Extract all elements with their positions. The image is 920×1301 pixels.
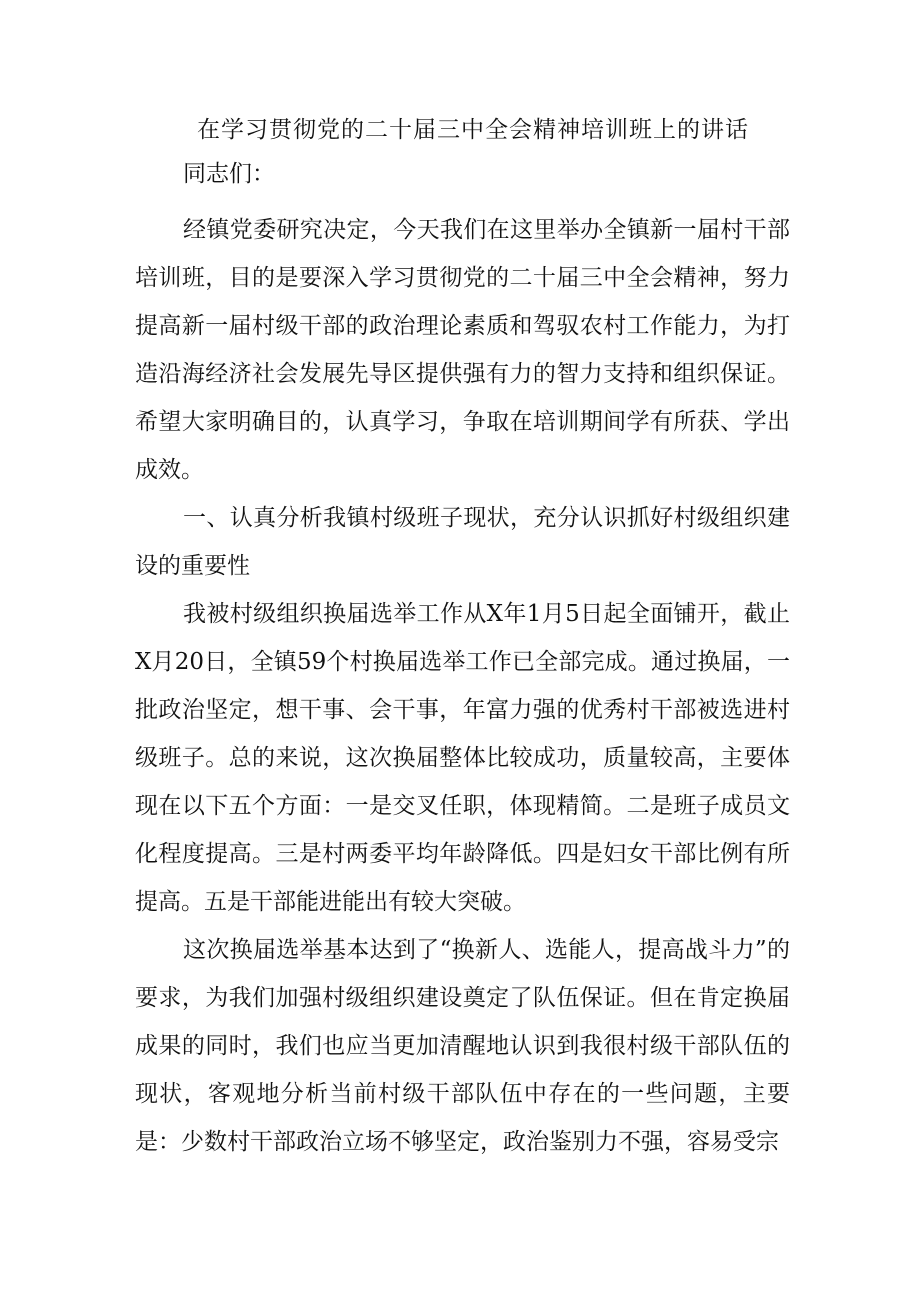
document-title: 在学习贯彻党的二十届三中全会精神培训班上的讲话	[197, 117, 749, 143]
paragraph-election-summary: 我被村级组织换届选举工作从X年1月5日起全面铺开，截止X月20日，全镇59个村换届选举工作已全部完成。通过换届，一批政治坚定，想干事、会干事，年富力强的优秀村干部被选进村级班子。总的来说，这次换届整体比较成功，质量较高，主要体现在以下五个方面：一是交叉任职，体现精简。二是班子成员文化程度提高。三是村两委平均年龄降低。四是妇女干部比例有所提高。五是干部能进能出有较大突破。	[135, 601, 790, 915]
paragraph-intro: 经镇党委研究决定，今天我们在这里举办全镇新一届村干部培训班，目的是要深入学习贯彻党的二十届三中全会精神，努力提高新一届村级干部的政治理论素质和驾驭农村工作能力，为打造沿海经济社会发展先导区提供强有力的智力支持和组织保证。希望大家明确目的，认真学习，争取在培训期间学有所获、学出成效。	[135, 217, 790, 483]
document-body	[135, 112, 790, 1166]
salutation: 同志们：	[183, 161, 275, 187]
section-heading-1: 一、认真分析我镇村级班子现状，充分认识抓好村级组织建设的重要性	[135, 505, 790, 579]
paragraph-election-assessment: 这次换届选举基本达到了“换新人、选能人，提高战斗力”的要求，为我们加强村级组织建设奠定了队伍保证。但在肯定换届成果的同时，我们也应当更加清醒地认识到我很村级干部队伍的现状，客观地分析当前村级干部队伍中存在的一些问题，主要是：少数村干部政治立场不够坚定，政治鉴别力不强，容易受宗	[135, 937, 790, 1155]
